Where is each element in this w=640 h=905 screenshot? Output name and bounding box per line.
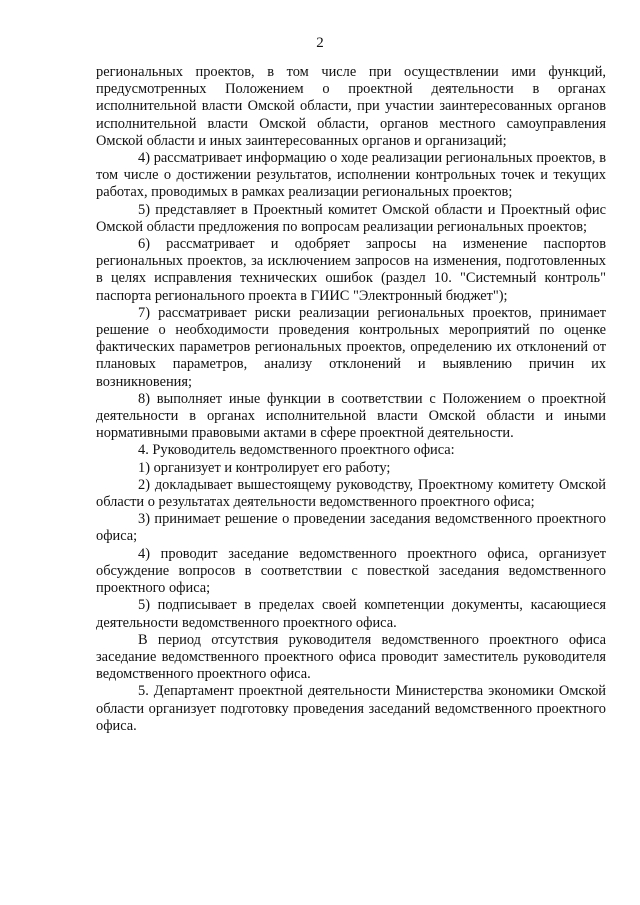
section-4-heading: 4. Руководитель ведомственного проектного офиса: — [138, 442, 455, 459]
document-body — [96, 64, 606, 735]
deputy-paragraph: В период отсутствия руководителя ведомственного проектного офиса заседание ведомственного проектного офиса проводит заместитель руководителя ведомственного проектного офиса. — [96, 631, 606, 683]
section-5-paragraph: 5. Департамент проектной деятельности Министерства экономики Омской области организует подготовку проведения заседаний ведомственного проектного офиса. — [96, 683, 606, 734]
section-4-item-4: 4) проводит заседание ведомственного проектного офиса, организует обсуждение вопросов в соответствии с повесткой заседания ведомственного проектного офиса; — [96, 545, 606, 597]
paragraph-item-6: 6) рассматривает и одобряет запросы на изменение паспортов региональных проектов, за исключением запросов на изменения, подготовленных в целях исправления технических ошибок (раздел 10. "Системный контроль" паспорта регионального проекта в ГИИС "Электронный бюджет"); — [96, 236, 606, 304]
page-number: 2 — [316, 35, 324, 51]
paragraph-item-8: 8) выполняет иные функции в соответствии с Положением о проектной деятельности в органах исполнительной власти Омской области и иными нормативными правовыми актами в сфере проектной деятельности. — [96, 390, 606, 442]
section-4-item-3: 3) принимает решение о проведении заседания ведомственного проектного офиса; — [96, 511, 606, 545]
section-4-item-5: 5) подписывает в пределах своей компетенции документы, касающиеся деятельности ведомственного проектного офиса. — [96, 597, 606, 631]
paragraph-continuation: региональных проектов, в том числе при осуществлении ими функций, предусмотренных Положением о проектной деятельности в органах исполнительной власти Омской области, при участии заинтересованных органов исполнительной власти Омской области, органов местного самоуправления Омской области и иных заинтересованных органов и организаций; — [96, 64, 606, 149]
paragraph-item-4: 4) рассматривает информацию о ходе реализации региональных проектов, в том числе о достижении результатов, исполнении контрольных точек и текущих работах, проводимых в рамках реализации региональных проектов; — [96, 150, 606, 201]
paragraph-item-7: 7) рассматривает риски реализации региональных проектов, принимает решение о необходимости проведения контрольных мероприятий по оценке фактических параметров региональных проектов, определению их отклонений от плановых параметров, анализу отклонений и выявлению причин их возникновения; — [96, 304, 606, 390]
section-4-item-1: 1) организует и контролирует его работу; — [138, 459, 391, 476]
paragraph-item-5: 5) представляет в Проектный комитет Омской области и Проектный офис Омской области предложения по вопросам реализации региональных проектов; — [96, 201, 606, 235]
section-4-item-2: 2) докладывает вышестоящему руководству, Проектному комитету Омской области о результатах деятельности ведомственного проектного офиса; — [96, 476, 606, 511]
